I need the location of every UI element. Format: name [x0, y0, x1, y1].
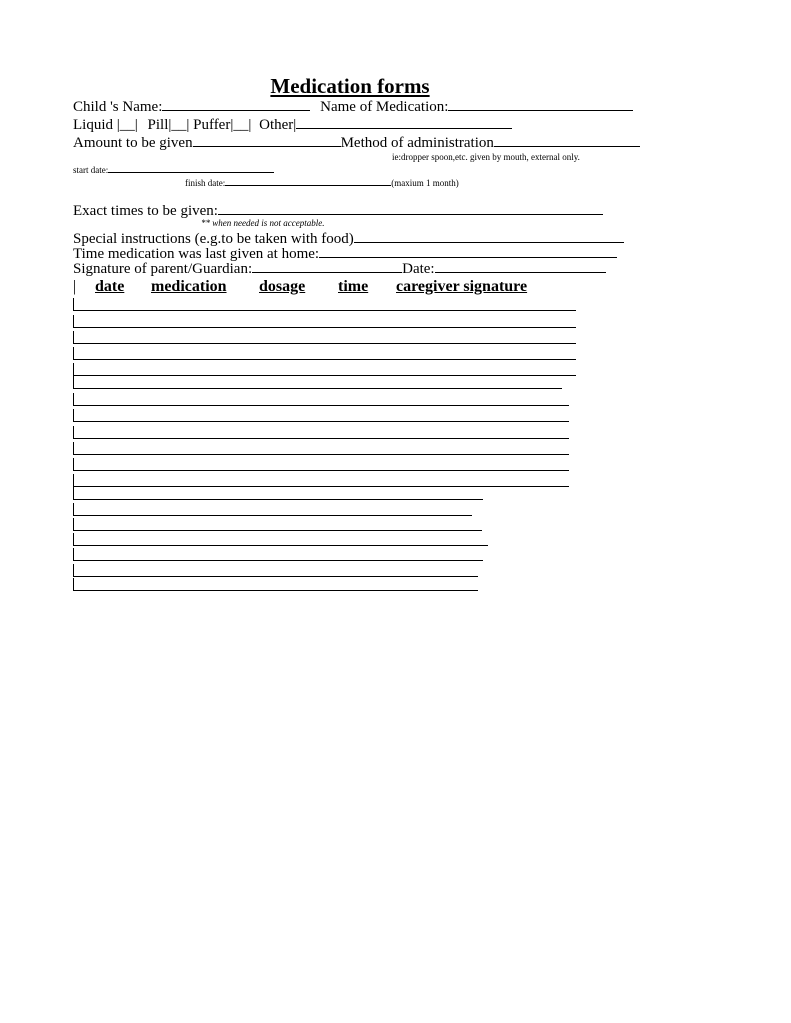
- log-table-header: [73, 278, 528, 295]
- signature-label: Signature of parent/Guardian:: [73, 261, 253, 277]
- medication-name-field[interactable]: [448, 98, 633, 111]
- start-date-row: [73, 164, 274, 175]
- start-date-label: start date:: [73, 165, 109, 175]
- last-given-field[interactable]: [319, 245, 617, 258]
- medication-type-row: [73, 116, 512, 133]
- signature-row: [73, 260, 606, 277]
- puffer-checkbox[interactable]: Puffer|__|: [193, 117, 252, 133]
- finish-date-row: [185, 177, 459, 188]
- log-row[interactable]: [73, 458, 569, 471]
- amount-method-row: [73, 134, 640, 151]
- log-row[interactable]: [73, 376, 562, 389]
- finish-date-field[interactable]: [225, 177, 391, 186]
- exact-times-row: [73, 202, 603, 219]
- start-date-field[interactable]: [108, 164, 274, 173]
- log-row[interactable]: [73, 315, 576, 328]
- pill-checkbox[interactable]: Pill|__|: [147, 117, 190, 133]
- amount-field[interactable]: [193, 134, 341, 147]
- other-label: Other|: [259, 117, 297, 133]
- other-field[interactable]: [296, 116, 512, 129]
- exact-times-label: Exact times to be given:: [73, 203, 218, 219]
- log-row[interactable]: [73, 518, 482, 531]
- form-title: Medication forms: [270, 74, 430, 98]
- log-row[interactable]: [73, 393, 569, 406]
- header-leading-bar: |: [73, 278, 77, 295]
- log-row[interactable]: [73, 409, 569, 422]
- finish-date-note: (maxium 1 month): [391, 178, 459, 188]
- log-row[interactable]: [73, 426, 569, 439]
- log-row[interactable]: [73, 298, 576, 311]
- column-header-caregiver-signature: caregiver signature: [396, 278, 528, 295]
- childs-name-field[interactable]: [162, 98, 310, 111]
- log-row[interactable]: [73, 564, 478, 577]
- date-field[interactable]: [435, 260, 606, 273]
- finish-date-label: finish date:: [185, 178, 226, 188]
- log-row[interactable]: [73, 474, 569, 487]
- log-row[interactable]: [73, 442, 569, 455]
- medication-name-label: Name of Medication:: [320, 99, 449, 115]
- exact-times-field[interactable]: [218, 202, 603, 215]
- log-row[interactable]: [73, 487, 483, 500]
- liquid-checkbox[interactable]: Liquid |__|: [73, 117, 138, 133]
- childs-name-row: [73, 98, 633, 115]
- log-row[interactable]: [73, 503, 472, 516]
- log-row[interactable]: [73, 331, 576, 344]
- log-row[interactable]: [73, 533, 488, 546]
- last-given-label: Time medication was last given at home:: [73, 246, 320, 262]
- column-header-medication: medication: [151, 278, 227, 295]
- method-field[interactable]: [494, 134, 640, 147]
- signature-field[interactable]: [252, 260, 402, 273]
- column-header-dosage: dosage: [259, 278, 306, 295]
- date-label: Date:: [402, 261, 435, 277]
- exact-times-note: ** when needed is not acceptable.: [201, 218, 325, 228]
- column-header-date: date: [95, 278, 125, 295]
- log-row[interactable]: [73, 347, 576, 360]
- childs-name-label: Child 's Name:: [73, 99, 163, 115]
- method-hint: ie:dropper spoon,etc. given by mouth, external only.: [392, 152, 580, 162]
- log-row[interactable]: [73, 548, 483, 561]
- column-header-time: time: [338, 278, 369, 295]
- method-label: Method of administration: [340, 135, 494, 151]
- log-row[interactable]: [73, 363, 576, 376]
- log-row[interactable]: [73, 578, 478, 591]
- special-instructions-field[interactable]: [354, 230, 624, 243]
- special-instructions-label: Special instructions (e.g.to be taken with food): [73, 231, 354, 247]
- amount-label: Amount to be given: [73, 135, 193, 151]
